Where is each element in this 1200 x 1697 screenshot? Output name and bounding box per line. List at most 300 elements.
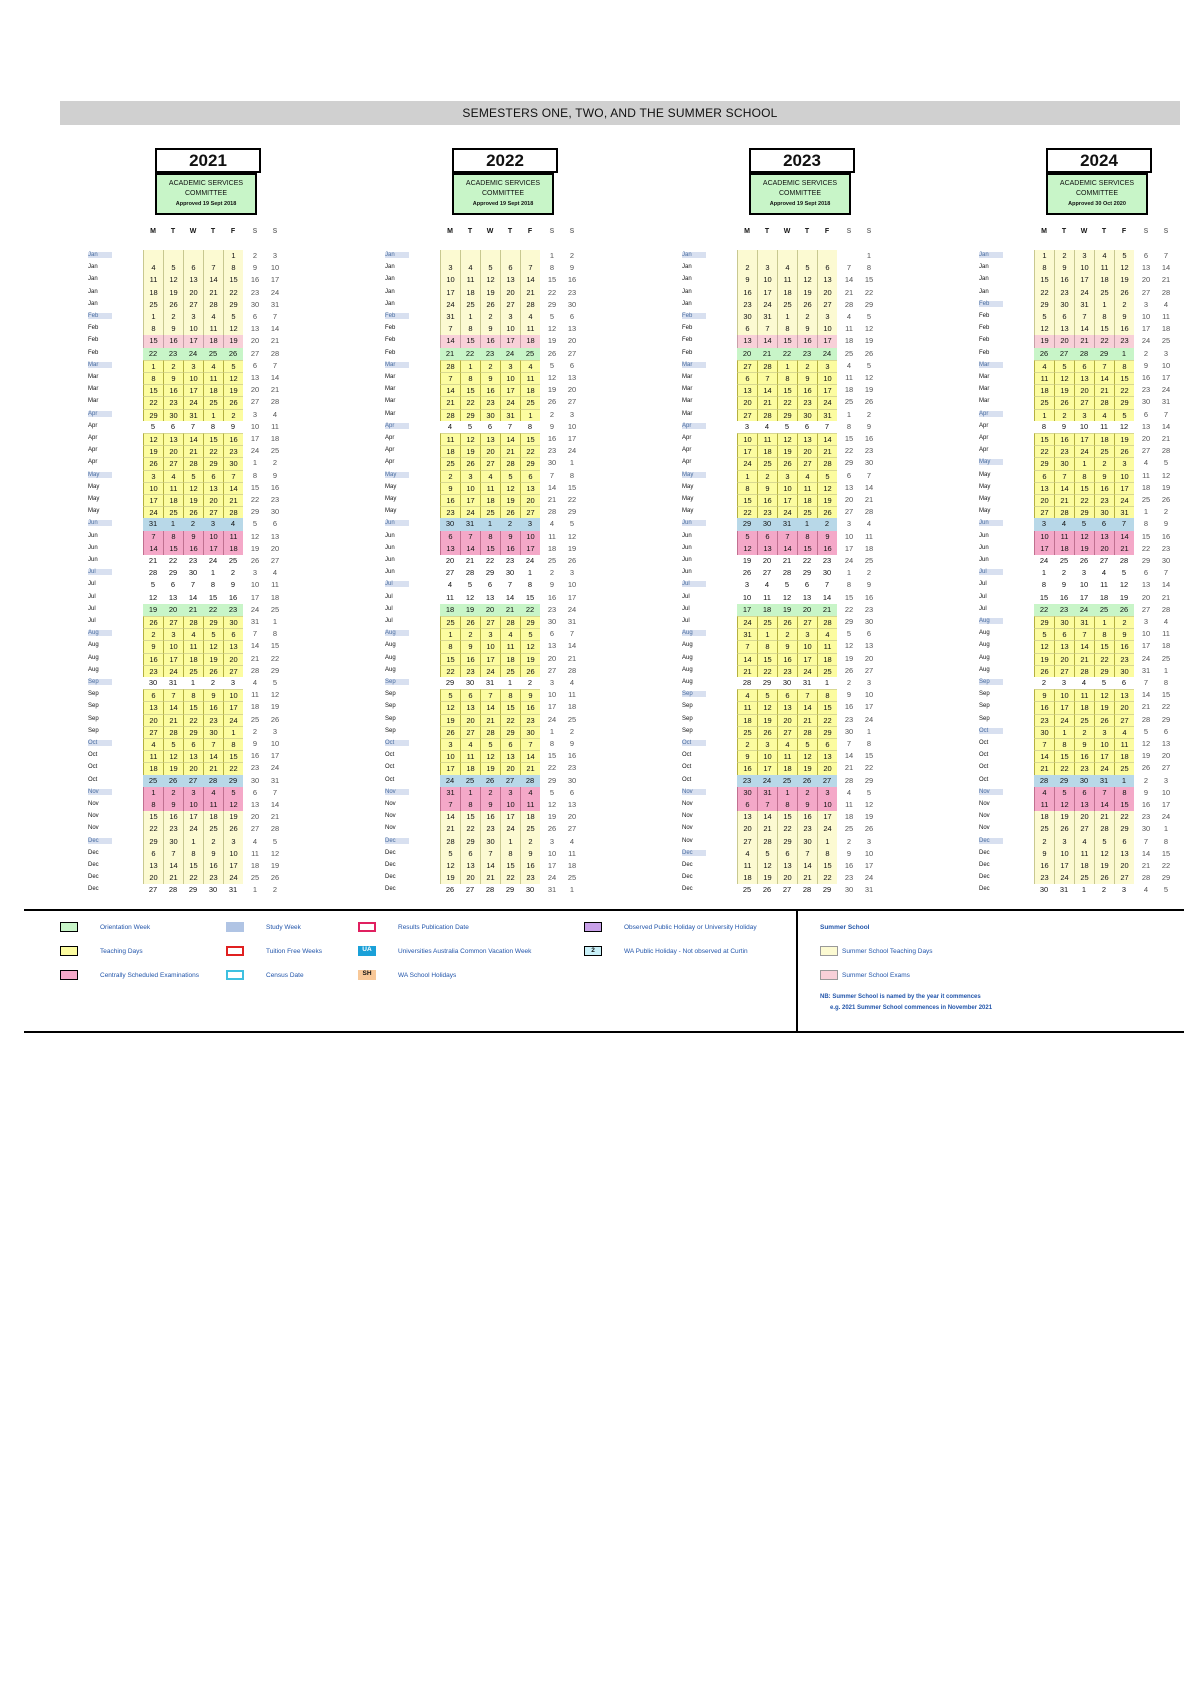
day-cell: 27: [520, 506, 540, 518]
day-cell: 16: [250, 275, 260, 285]
day-cell: 12: [270, 690, 280, 700]
day-cell: 17: [737, 604, 757, 616]
day-cell: 9: [777, 640, 797, 652]
day-cell: 16: [737, 762, 757, 774]
day-cell: 16: [547, 434, 557, 443]
month-label: Nov: [88, 789, 112, 795]
day-cell: 20: [460, 714, 480, 726]
day-cell: 31: [1094, 775, 1114, 787]
day-cell: 16: [1054, 274, 1074, 286]
day-cell: 11: [460, 274, 480, 286]
day-cell: 11: [143, 274, 163, 286]
day-cell: 27: [817, 775, 837, 787]
day-cell: 10: [737, 433, 757, 445]
month-label: Mar: [682, 362, 706, 368]
day-cell: 22: [183, 714, 203, 726]
day-cell: 12: [1074, 531, 1094, 543]
day-cell: 15: [864, 751, 874, 761]
day-cell: 13: [223, 640, 243, 652]
month-label: Mar: [979, 398, 990, 405]
day-cell: 18: [143, 762, 163, 774]
day-cell: 7: [757, 372, 777, 384]
day-cell: 5: [549, 312, 555, 321]
month-label: Dec: [979, 886, 990, 893]
month-label: Jul: [385, 605, 393, 612]
day-cell: 17: [547, 861, 557, 870]
month-label: Jan: [385, 276, 395, 283]
day-cell: 2: [1094, 457, 1114, 469]
day-cell: 10: [567, 580, 577, 590]
day-cell: 25: [250, 873, 260, 883]
day-cell: 30: [203, 726, 223, 738]
day-cell: 5: [1114, 409, 1134, 421]
week-row: [951, 445, 1200, 457]
day-cell: 3: [520, 518, 540, 530]
day-cell: 23: [163, 396, 183, 408]
day-header: T: [467, 228, 473, 235]
day-cell: [817, 250, 837, 262]
day-cell: 24: [163, 665, 183, 677]
day-cell: 24: [440, 299, 460, 311]
month-label: Dec: [682, 862, 693, 868]
day-cell: 29: [460, 409, 480, 421]
day-cell: 10: [1141, 312, 1151, 321]
day-cell: 15: [777, 811, 797, 823]
day-cell: 13: [567, 324, 577, 334]
day-cell: 31: [737, 628, 757, 640]
day-cell: 26: [1034, 665, 1054, 677]
day-cell: 11: [143, 750, 163, 762]
day-cell: 22: [520, 445, 540, 457]
day-cell: 3: [1054, 836, 1074, 848]
day-cell: 15: [203, 433, 223, 445]
day-cell: 16: [547, 592, 557, 602]
day-cell: 26: [844, 665, 854, 675]
day-cell: 14: [864, 482, 874, 492]
day-cell: 14: [163, 860, 183, 872]
day-cell: 17: [460, 494, 480, 506]
day-cell: 28: [1074, 348, 1094, 360]
day-cell: 19: [163, 762, 183, 774]
day-cell: 2: [440, 470, 460, 482]
day-cell: 31: [143, 518, 163, 530]
day-cell: 25: [864, 556, 874, 565]
day-cell: 18: [223, 543, 243, 555]
day-cell: 16: [1114, 323, 1134, 335]
day-cell: 27: [460, 726, 480, 738]
day-cell: 2: [569, 726, 575, 736]
day-cell: 2: [1114, 616, 1134, 628]
day-cell: 7: [549, 470, 555, 480]
month-label: May: [682, 483, 694, 490]
day-cell: 26: [762, 885, 772, 895]
day-cell: 5: [784, 580, 790, 590]
day-cell: 12: [1054, 372, 1074, 384]
day-cell: 29: [203, 457, 223, 469]
day-cell: 18: [520, 384, 540, 396]
day-cell: 23: [163, 823, 183, 835]
day-cell: 5: [1163, 885, 1169, 895]
day-cell: 16: [797, 384, 817, 396]
day-cell: 15: [250, 482, 260, 492]
day-cell: 13: [802, 592, 812, 602]
day-cell: 18: [440, 445, 460, 457]
day-cell: 24: [270, 763, 280, 773]
month-label: Aug: [979, 642, 990, 649]
approval-date: Approved 19 Sept 2018: [175, 201, 237, 207]
day-cell: 10: [460, 482, 480, 494]
day-cell: 3: [1081, 568, 1087, 578]
day-cell: 2: [1034, 836, 1054, 848]
day-cell: 26: [777, 457, 797, 469]
day-cell: 28: [465, 568, 475, 578]
day-cell: 17: [1054, 860, 1074, 872]
day-cell: 11: [845, 373, 853, 382]
day-cell: 7: [1143, 678, 1149, 687]
day-cell: 2: [230, 568, 236, 578]
day-cell: 17: [1094, 750, 1114, 762]
day-cell: 6: [252, 787, 258, 797]
day-cell: 13: [520, 482, 540, 494]
day-cell: 17: [547, 702, 557, 712]
day-cell: 13: [1054, 323, 1074, 335]
legend-study: [226, 922, 301, 932]
month-label: Feb: [682, 313, 706, 319]
day-cell: 6: [183, 738, 203, 750]
month-label: Sep: [385, 691, 396, 698]
day-cell: 3: [1114, 457, 1134, 469]
day-cell: 13: [817, 750, 837, 762]
day-cell: 15: [163, 543, 183, 555]
day-cell: 31: [250, 617, 260, 626]
day-cell: 22: [1161, 702, 1171, 712]
day-cell: 7: [1163, 568, 1169, 578]
day-cell: 7: [569, 629, 575, 639]
day-cell: 23: [777, 665, 797, 677]
day-cell: 24: [250, 446, 260, 456]
day-cell: 27: [567, 348, 577, 358]
day-cell: 9: [549, 580, 555, 590]
day-cell: 5: [440, 689, 460, 701]
month-label: Aug: [88, 666, 99, 673]
day-cell: 18: [143, 287, 163, 299]
legend-results: [358, 922, 469, 932]
day-cell: 5: [866, 360, 872, 370]
tuition-free-label: Tuition Free Weeks: [266, 947, 322, 955]
day-cell: 25: [228, 556, 238, 565]
day-cell: 4: [272, 568, 278, 578]
day-cell: 3: [163, 628, 183, 640]
day-cell: 23: [480, 823, 500, 835]
day-cell: 4: [143, 262, 163, 274]
day-cell: 23: [1114, 653, 1134, 665]
day-cell: 10: [1141, 629, 1151, 639]
day-cell: 12: [163, 274, 183, 286]
month-label: Dec: [979, 838, 1003, 844]
day-cell: 4: [203, 360, 223, 372]
day-cell: 18: [1114, 750, 1134, 762]
day-cell: 18: [1099, 592, 1109, 602]
day-cell: 17: [1114, 482, 1134, 494]
day-cell: 21: [757, 396, 777, 408]
day-cell: 4: [1163, 299, 1169, 309]
day-cell: 6: [804, 421, 810, 431]
month-label: Jul: [88, 618, 96, 624]
day-cell: 18: [1094, 433, 1114, 445]
day-cell: 23: [1054, 604, 1074, 616]
day-cell: 7: [480, 848, 500, 860]
day-cell: 13: [183, 274, 203, 286]
day-cell: 28: [844, 299, 854, 309]
day-cell: 29: [188, 885, 198, 895]
day-cell: 27: [480, 457, 500, 469]
day-cell: 21: [440, 823, 460, 835]
month-label: Dec: [385, 886, 396, 893]
month-label: Sep: [682, 727, 693, 734]
day-cell: 9: [1034, 848, 1054, 860]
day-cell: 9: [1061, 421, 1067, 431]
month-label: Nov: [979, 801, 990, 807]
day-header: F: [527, 228, 533, 235]
day-cell: 1: [846, 409, 852, 419]
day-cell: 20: [1161, 751, 1171, 761]
day-cell: 3: [866, 678, 872, 687]
day-cell: 21: [1161, 275, 1171, 285]
month-label: Jul: [385, 593, 393, 600]
year-title: 2023: [749, 148, 855, 173]
day-cell: 1: [866, 726, 872, 736]
month-label: May: [88, 483, 100, 490]
day-cell: 19: [1119, 592, 1129, 602]
day-cell: 8: [737, 482, 757, 494]
day-cell: 5: [480, 738, 500, 750]
day-cell: 10: [440, 750, 460, 762]
day-cell: 6: [1034, 470, 1054, 482]
month-label: Apr: [682, 423, 706, 429]
month-label: Feb: [385, 313, 409, 319]
day-cell: 11: [203, 799, 223, 811]
day-cell: 4: [1114, 726, 1134, 738]
day-cell: 8: [527, 421, 533, 431]
day-cell: 11: [271, 580, 279, 590]
day-cell: 24: [817, 823, 837, 835]
day-cell: 8: [460, 799, 480, 811]
month-label: Jul: [979, 581, 987, 588]
week-row: [951, 543, 1200, 555]
day-cell: 4: [203, 311, 223, 323]
day-cell: 6: [817, 262, 837, 274]
month-label: Mar: [385, 374, 396, 380]
day-cell: 31: [1059, 885, 1069, 895]
month-label: Aug: [682, 666, 693, 673]
week-row: [951, 689, 1200, 701]
day-cell: 20: [1034, 494, 1054, 506]
day-cell: 15: [737, 494, 757, 506]
day-cell: 18: [844, 336, 854, 346]
orientation-swatch: [60, 922, 78, 932]
week-row: [951, 799, 1200, 811]
day-cell: 7: [163, 689, 183, 701]
month-label: Jul: [682, 618, 690, 624]
day-cell: 12: [1034, 323, 1054, 335]
day-cell: 3: [480, 628, 500, 640]
day-cell: 18: [1094, 274, 1114, 286]
day-cell: 23: [520, 872, 540, 884]
day-cell: 31: [864, 885, 874, 895]
month-label: Dec: [385, 862, 396, 868]
day-cell: 9: [1114, 628, 1134, 640]
day-cell: 14: [270, 800, 280, 809]
day-cell: 21: [270, 812, 280, 822]
legend-census: [226, 970, 304, 980]
day-cell: 18: [737, 714, 757, 726]
day-cell: 31: [757, 311, 777, 323]
day-cell: 15: [1161, 848, 1171, 858]
day-cell: 27: [844, 507, 854, 517]
day-cell: 17: [163, 653, 183, 665]
day-cell: 27: [500, 299, 520, 311]
day-cell: 13: [460, 860, 480, 872]
day-cell: 11: [520, 323, 540, 335]
day-cell: 10: [500, 372, 520, 384]
day-cell: 7: [757, 323, 777, 335]
month-label: Oct: [682, 752, 692, 759]
day-cell: 24: [223, 714, 243, 726]
day-cell: 25: [500, 665, 520, 677]
day-cell: 29: [500, 726, 520, 738]
day-cell: 23: [757, 506, 777, 518]
day-cell: 17: [1074, 274, 1094, 286]
day-cell: 31: [1161, 397, 1171, 407]
day-cell: 1: [527, 568, 533, 578]
day-cell: 9: [440, 482, 460, 494]
day-cell: 4: [272, 409, 278, 419]
day-cell: 19: [1034, 653, 1054, 665]
day-cell: 20: [1114, 701, 1134, 713]
day-cell: 22: [183, 872, 203, 884]
day-cell: 6: [737, 372, 757, 384]
day-cell: 16: [203, 860, 223, 872]
day-cell: 4: [569, 836, 575, 846]
day-cell: 28: [742, 678, 752, 687]
day-cell: 17: [270, 751, 280, 761]
day-cell: 7: [272, 787, 278, 797]
day-cell: 26: [1094, 872, 1114, 884]
summer-exams-label: Summer School Exams: [842, 971, 910, 979]
day-cell: 9: [143, 640, 163, 652]
committee-box: [1046, 173, 1148, 215]
day-cell: 28: [520, 299, 540, 311]
day-cell: 20: [1141, 434, 1151, 443]
day-cell: 30: [480, 836, 500, 848]
day-cell: 28: [500, 457, 520, 469]
week-row: [951, 665, 1200, 677]
day-cell: 8: [846, 580, 852, 590]
day-cell: 6: [1074, 787, 1094, 799]
day-cell: 25: [1074, 714, 1094, 726]
day-cell: 23: [460, 665, 480, 677]
day-cell: 11: [251, 848, 259, 858]
day-cell: 2: [1061, 568, 1067, 578]
day-cell: 28: [1094, 396, 1114, 408]
month-label: Oct: [979, 740, 989, 746]
day-cell: 19: [460, 604, 480, 616]
day-cell: 15: [520, 433, 540, 445]
day-header: S: [866, 228, 872, 235]
day-cell: 23: [520, 714, 540, 726]
day-cell: 5: [784, 421, 790, 431]
day-cell: 24: [183, 348, 203, 360]
day-cell: 27: [1141, 604, 1151, 614]
day-cell: 22: [1074, 494, 1094, 506]
day-cell: 4: [846, 360, 852, 370]
day-cell: 12: [782, 592, 792, 602]
day-cell: 16: [817, 543, 837, 555]
day-cell: 24: [547, 714, 557, 724]
day-cell: 18: [567, 702, 577, 712]
day-cell: 28: [270, 397, 280, 407]
day-cell: 10: [1079, 421, 1089, 431]
month-label: Jun: [979, 532, 989, 539]
day-cell: 11: [1100, 580, 1108, 590]
day-cell: 28: [567, 665, 577, 675]
day-cell: 13: [250, 800, 260, 809]
month-label: Dec: [385, 838, 409, 844]
day-cell: 11: [568, 690, 576, 700]
month-label: Apr: [682, 435, 692, 441]
day-cell: 28: [1054, 506, 1074, 518]
day-cell: 15: [1114, 799, 1134, 811]
day-cell: 20: [737, 396, 757, 408]
day-cell: 8: [1054, 738, 1074, 750]
day-cell: 21: [547, 495, 557, 504]
day-cell: 13: [1054, 640, 1074, 652]
day-cell: 2: [757, 470, 777, 482]
day-cell: 27: [547, 665, 557, 675]
day-cell: 29: [445, 678, 455, 687]
day-cell: 24: [208, 556, 218, 565]
day-cell: 29: [505, 885, 515, 895]
day-header: T: [1061, 228, 1067, 235]
week-row: [951, 701, 1200, 713]
day-cell: 22: [817, 714, 837, 726]
day-cell: 1: [777, 360, 797, 372]
day-cell: 20: [500, 287, 520, 299]
day-cell: 22: [1114, 384, 1134, 396]
month-label: Mar: [979, 362, 1003, 368]
month-label: May: [682, 472, 706, 478]
day-cell: 9: [866, 421, 872, 431]
day-cell: 4: [447, 580, 453, 590]
month-label: Sep: [682, 691, 706, 697]
day-cell: 16: [777, 653, 797, 665]
day-cell: 4: [1054, 518, 1074, 530]
day-cell: 19: [547, 385, 557, 395]
day-cell: 17: [777, 494, 797, 506]
day-cell: 13: [440, 543, 460, 555]
day-cell: 3: [777, 470, 797, 482]
results-label: Results Publication Date: [398, 923, 469, 931]
day-cell: 13: [1161, 739, 1171, 748]
day-cell: 15: [777, 335, 797, 347]
day-cell: 19: [757, 872, 777, 884]
day-cell: 9: [1094, 470, 1114, 482]
day-cell: 22: [168, 556, 178, 565]
day-cell: 28: [797, 726, 817, 738]
day-cell: 20: [163, 604, 183, 616]
day-cell: 27: [270, 556, 280, 565]
day-cell: 29: [1034, 457, 1054, 469]
